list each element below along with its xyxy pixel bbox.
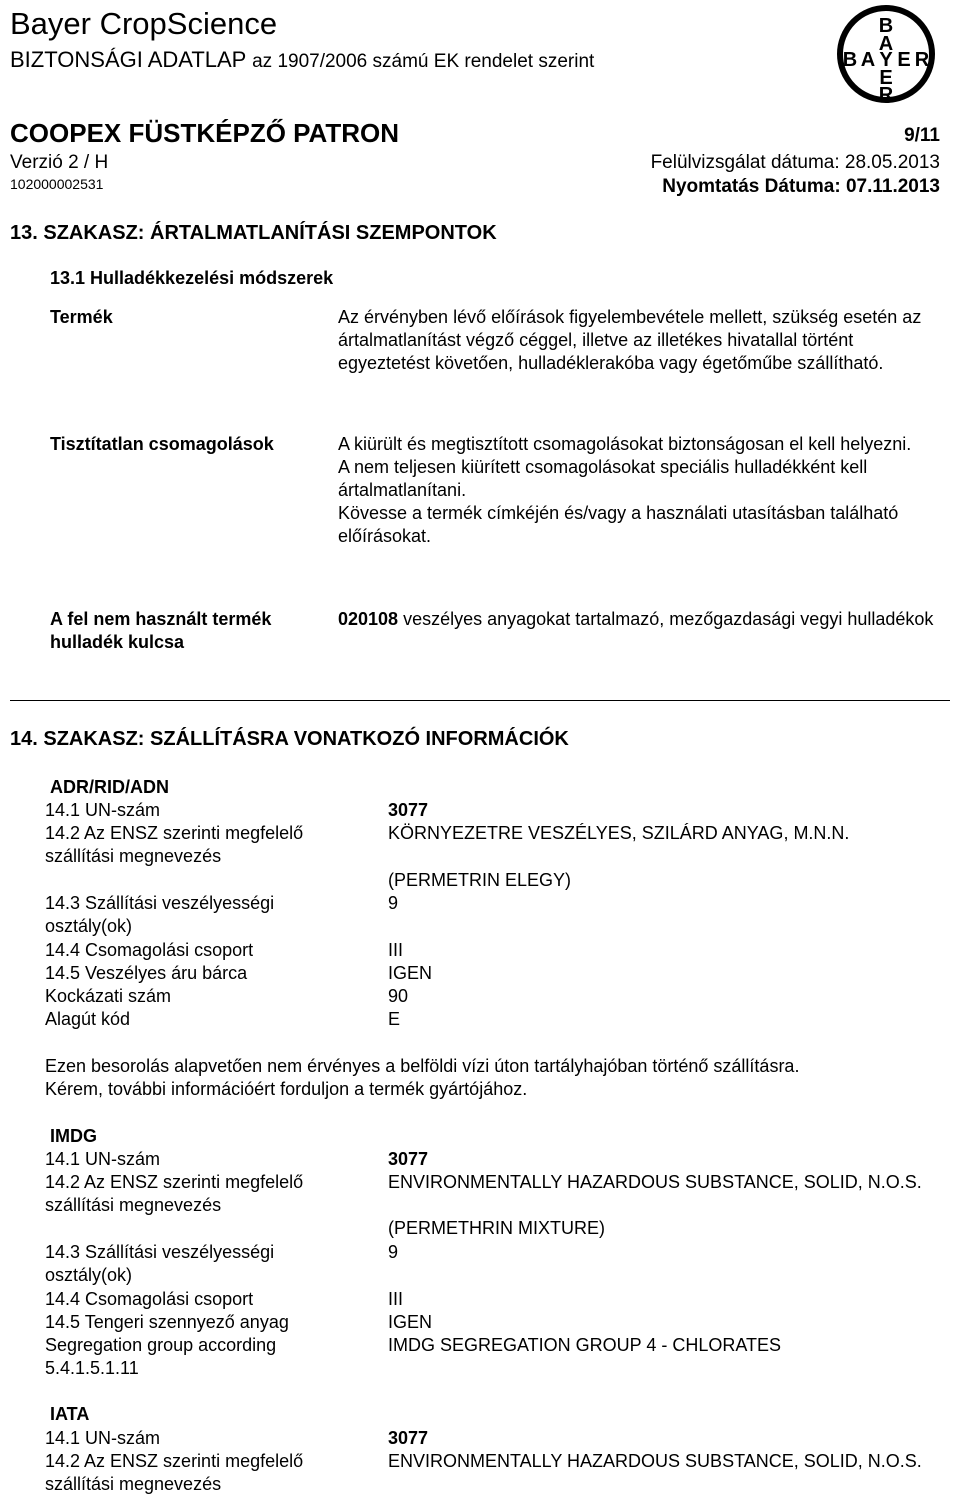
- imdg-marine-pollutant-value: IGEN: [388, 1312, 433, 1332]
- adr-hazard-number-value: 90: [388, 986, 409, 1006]
- text-packaging: [338, 433, 950, 548]
- logo-letter-e2: E: [897, 49, 911, 71]
- packaging-text-1: A kiürült és megtisztított csomagolásokat biztonságosan el kell helyezni.: [338, 434, 912, 454]
- section-13-title: 13. SZAKASZ: ÁRTALMATLANÍTÁSI SZEMPONTOK: [10, 222, 497, 244]
- iata-un-label: 14.1 UN-szám: [45, 1428, 161, 1448]
- imdg-heading: IMDG: [50, 1126, 97, 1146]
- version: Verzió 2 / H: [10, 152, 109, 173]
- imdg-name-value-2: (PERMETHRIN MIXTURE): [388, 1218, 605, 1238]
- imdg-class-value: 9: [388, 1242, 399, 1262]
- print-date: Nyomtatás Dátuma: 07.11.2013: [662, 176, 940, 197]
- label-uncleaned-packaging: Tisztítatlan csomagolások: [50, 434, 274, 454]
- logo-letter-e: E: [879, 67, 893, 89]
- packaging-text-3: Kövesse a termék címkéjén és/vagy a használati utasításban található előírásokat.: [338, 503, 899, 546]
- imdg-segregation-value: IMDG SEGREGATION GROUP 4 - CHLORATES: [388, 1335, 782, 1355]
- imdg-un-label: 14.1 UN-szám: [45, 1149, 161, 1169]
- adr-tunnel-code-value: E: [388, 1009, 401, 1029]
- logo-letter-r-right: R: [914, 49, 930, 71]
- logo-letter-a: A: [878, 33, 894, 55]
- waste-code: 020108: [338, 609, 399, 629]
- imdg-name-value: ENVIRONMENTALLY HAZARDOUS SUBSTANCE, SOLID, N.O.S.: [388, 1172, 922, 1192]
- imdg-packing-group-value: III: [388, 1289, 404, 1309]
- logo-letter-a2: A: [860, 49, 876, 71]
- product-name: COOPEX FÜSTKÉPZŐ PATRON: [10, 118, 400, 148]
- text-waste-key: [338, 608, 950, 631]
- company-name: Bayer CropScience: [10, 6, 278, 41]
- adr-class-value: 9: [388, 893, 399, 913]
- adr-heading: ADR/RID/ADN: [50, 777, 169, 797]
- section-14-title: 14. SZAKASZ: SZÁLLÍTÁSRA VONATKOZÓ INFORMÁCIÓK: [10, 728, 569, 750]
- imdg-marine-pollutant-label: 14.5 Tengeri szennyező anyag: [45, 1312, 289, 1332]
- adr-un-label: 14.1 UN-szám: [45, 800, 161, 820]
- imdg-name-label: 14.2 Az ENSZ szerinti megfelelő szállítási megnevezés: [45, 1172, 304, 1215]
- revision-date: Felülvizsgálat dátuma: 28.05.2013: [650, 152, 940, 173]
- label-waste-key: A fel nem használt termék hulladék kulcsa: [50, 609, 272, 652]
- adr-name-value-2: (PERMETRIN ELEGY): [388, 870, 572, 890]
- logo-letter-b-left: B: [842, 49, 858, 71]
- document-code: 102000002531: [10, 176, 104, 192]
- imdg-segregation-label: Segregation group according 5.4.1.5.1.11: [45, 1335, 277, 1378]
- waste-code-description: veszélyes anyagokat tartalmazó, mezőgazdasági vegyi hulladékok: [403, 609, 934, 629]
- adr-name-label: 14.2 Az ENSZ szerinti megfelelő szállítási megnevezés: [45, 823, 304, 866]
- adr-packing-group-label: 14.4 Csomagolási csoport: [45, 940, 254, 960]
- section-divider: [10, 700, 950, 701]
- subtitle-regulation: az 1907/2006 számú EK rendelet szerint: [252, 51, 595, 72]
- page-number: 9/11: [904, 125, 940, 146]
- document-subtitle: [10, 47, 594, 73]
- bayer-cross-logo: [836, 4, 936, 104]
- iata-heading: IATA: [50, 1404, 90, 1424]
- logo-letter-y: Y: [879, 49, 893, 71]
- adr-note-1: Ezen besorolás alapvetően nem érvényes a belföldi vízi úton tartályhajóban történő szállításra.: [45, 1056, 800, 1076]
- adr-hazard-label-label: 14.5 Veszélyes áru bárca: [45, 963, 248, 983]
- imdg-packing-group-label: 14.4 Csomagolási csoport: [45, 1289, 254, 1309]
- imdg-class-label: 14.3 Szállítási veszélyességi osztály(ok): [45, 1242, 275, 1285]
- adr-packing-group-value: III: [388, 940, 404, 960]
- logo-letter-r-bottom: R: [878, 84, 894, 104]
- imdg-un-value: 3077: [388, 1149, 429, 1169]
- subtitle-main: BIZTONSÁGI ADATLAP: [10, 47, 246, 72]
- adr-note-2: Kérem, további információért forduljon a termék gyártójához.: [45, 1079, 528, 1099]
- iata-name-value: ENVIRONMENTALLY HAZARDOUS SUBSTANCE, SOLID, N.O.S.: [388, 1451, 922, 1471]
- iata-un-value: 3077: [388, 1428, 429, 1448]
- adr-hazard-label-value: IGEN: [388, 963, 433, 983]
- adr-un-value: 3077: [388, 800, 429, 820]
- iata-name-label: 14.2 Az ENSZ szerinti megfelelő szállítási megnevezés: [45, 1451, 304, 1494]
- adr-tunnel-code-label: Alagút kód: [45, 1009, 131, 1029]
- adr-name-value: KÖRNYEZETRE VESZÉLYES, SZILÁRD ANYAG, M.N.N.: [388, 823, 850, 843]
- adr-class-label: 14.3 Szállítási veszélyességi osztály(ok): [45, 893, 275, 936]
- adr-hazard-number-label: Kockázati szám: [45, 986, 172, 1006]
- logo-letter-b-top: B: [878, 15, 894, 37]
- packaging-text-2: A nem teljesen kiürített csomagolásokat speciális hulladékként kell ártalmatlanítani.: [338, 457, 868, 500]
- label-product: Termék: [50, 307, 113, 327]
- text-product-disposal: Az érvényben lévő előírások figyelembevétele mellett, szükség esetén az ártalmatlanítást végző céggel, illetve az illetékes hivatallal történt egyeztetést követően, hulladéklerakóba vagy égetőműbe szállítható.: [338, 307, 922, 373]
- section-13-1-title: 13.1 Hulladékkezelési módszerek: [50, 268, 334, 288]
